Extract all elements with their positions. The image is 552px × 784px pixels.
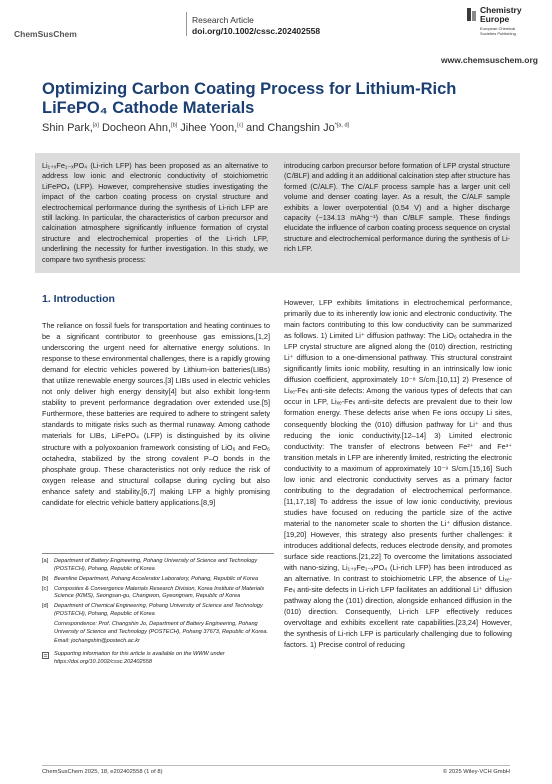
publisher-logo [467, 6, 547, 40]
author-name[interactable]: Docheon Ahn, [101, 122, 172, 134]
article-title [42, 80, 522, 118]
title-line-2: LiFePO₄ Cathode Materials [42, 99, 255, 117]
affiliation-item [42, 558, 274, 573]
abstract-right-column: introducing carbon precursor before formation of LFP crystal structure (C/BLF) and adding it an additional calcination step after structure has formed (C/ALF). The C/ALF process sample has a larger unit cell volume and denser coating layer. As a result, the C/ALF sample exhibits a lower overpotential (0.54 V) and a higher discharge capacity (~134.13 mAhg⁻¹) than C/BLF sample. These findings elucidate the influence of carbon coating process sequence on crystal structure and electrochemical performance during the synthesis of Li-rich LFP. [284, 161, 510, 254]
title-line-1: Optimizing Carbon Coating Process for Lithium-Rich [42, 80, 457, 98]
author-affiliation-mark: *[a, d] [334, 122, 350, 129]
affiliation-text: Department of Battery Engineering, Pohang University of Science and Technology (POSTECH), Pohang, Republic of Korea [54, 558, 258, 572]
affiliation-item [42, 603, 274, 618]
footer-divider [42, 765, 510, 766]
author-name[interactable]: and Changshin Jo [246, 122, 335, 134]
abstract-left-column: Li₁₊ₓFe₁₋ₓPO₄ (Li-rich LFP) has been proposed as an alternative to address low ionic and electronic conductivity of stoichiometric LiFePO₄ (LFP). However, comprehensive studies investigating the impact of the carbon coating process on crystal structure and electrochemical performance during the synthesis of Li-rich LFP are still lacking. In particular, the characteristics of carbon precursor and calcination atmosphere significantly influence formation of crystal structure and electrochemical properties of the Li-rich LFP, underlining the necessity for further investigation. In this study, we compare two synthesis process: [42, 161, 268, 264]
affiliation-text: Beamline Department, Pohang Accelerator Laboratory, Pohang, Republic of Korea [54, 575, 258, 582]
publisher-tagline [480, 27, 516, 36]
publisher-name-line2: Europe [480, 14, 510, 24]
journal-name: ChemSusChem [14, 29, 77, 39]
footer-copyright: © 2025 Wiley-VCH GmbH [442, 769, 510, 775]
affiliation-label: [d] [42, 603, 49, 610]
affiliation-label: [a] [42, 558, 49, 564]
publisher-name [480, 6, 522, 24]
author-list [42, 122, 349, 134]
body-left-column: The reliance on fossil fuels for transportation and heating continues to be a significant contributor to greenhouse gas emissions,[1,2] underscoring the urgent need for alternative energy solutions. In response to these environmental challenges, there is a rapidly growing demand for electric vehicles powered by Lithium-ion batteries(LIBs) that utilize renewable energy sources.[3] LIBs used in electric vehicles not only deliver high energy density[4] but also exhibit long-term stability to prevent performance degradation over extended use.[5] Furthermore, these batteries are required to adhere to stringent safety standards to mitigate risks such as thermal runaway. Among cathode materials for LIBs, LiFePO₄ (LFP) is distinguished by its olivine structure with a polyoxoanion framework consisting of LiO₆ and FeO₆ octahedra, stabilized by the strong covalent P–O bonds in the phosphate group. These characteristics not only reduce the risk of oxygen release and structural collapse during cycling but also enhance safety and stability,[6,7] making LFP a highly promising candidate for electric vehicle battery applications.[8,9] [42, 321, 270, 507]
affiliation-text: Department of Chemical Engineering, Pohang University of Science and Technology (POSTECH), Pohang, Republic of Korea [54, 603, 263, 618]
supporting-info-note [42, 651, 274, 666]
article-type: Research Article [192, 15, 254, 25]
affiliation-item [42, 586, 274, 601]
affiliations-block [42, 558, 274, 666]
abstract-box [35, 153, 520, 273]
affiliation-label: [b] [42, 575, 49, 582]
author-affiliation-mark: [a] [92, 122, 99, 129]
flask-icon [467, 8, 476, 21]
section-heading-introduction: 1. Introduction [42, 293, 115, 305]
publisher-name-line1: Chemistry [480, 5, 522, 15]
header-divider [186, 12, 187, 36]
publisher-tagline-line2: Societies Publishing [480, 30, 516, 36]
author-affiliation-mark: [b] [171, 122, 178, 129]
affiliation-item [42, 576, 274, 584]
footer-citation: ChemSusChem 2025, 18, e202402558 (1 of 8) [42, 769, 163, 775]
doi-link[interactable]: doi.org/10.1002/cssc.202402558 [192, 26, 321, 36]
supporting-info-text[interactable]: Supporting information for this article is available on the WWW under https://doi.org/10.1002/cssc.202402558 [54, 650, 225, 665]
journal-website[interactable]: www.chemsuschem.org [441, 55, 538, 65]
affiliation-divider [42, 553, 274, 554]
body-right-column: However, LFP exhibits limitations in electrochemical performance, primarily due to its inherently low ionic and electronic conductivity. The main factors contributing to this low conductivity can be summarized as follows. 1) Limited Li⁺ diffusion pathway: The LiO₆ octahedra in the LFP crystal structure are aligned along the (010) direction, restricting Li⁺ diffusion to a one-dimensional pathway. This structural constraint significantly limits ionic mobility, resulting in an intrinsically low ionic diffusion coefficient, approximately 10⁻⁸ S/cm.[10,11] 2) Presence of Liₓₑ-Feₗᵢ anti-site defects: Among the various types of defects that can occur in LFP, Liₓₑ-Feₗᵢ anti-site defects are prevalent due to their low formation energy. These defects arise when Fe ions occupy Li sites, consequently blocking the (010) diffusion pathway for Li⁺ and thus reducing the ionic conductivity.[12–14] 3) Limited electronic conductivity: The transfer of electrons between Fe²⁺ and Fe³⁺ transition metals in LFP are inherently limited, restricting the electronic conductivity to a maximum of approximately 10⁻⁹ S/cm.[15,16] Such low ionic and electronic conductivity serves as a primary factor contributing to the degradation of electrochemical performance.[11,17,18] To address the issue of low ionic conductivity, previous studies have focused on reducing the particle size of the active material to the nanometer scale to shorten the Li⁺ diffusion distance.[19,20] However, this strategy also presents further challenges: it introduces additional defects, reduces electrode density, and promotes surface side reactions.[21,22] To overcome the limitations associated with nano-sizing, Li₁₊ₓFe₁₋ₓPO₄ (Li-rich LFP) has been introduced as an alternative. In contrast to stoichiometric LFP, the absence of Liₓₑ-Feₗᵢ anti-site defects in Li-rich LFP facilitates an additional Li⁺ diffusion pathway along the (101) direction, alongside enhanced diffusion in the (010) direction. Consequently, Li-rich LFP effectively reduces overvoltage and exhibits excellent rate capabilities.[23,24] However, the synthesis of Li-rich LFP is particularly challenging due to following factors. 1) Precise control of reducing [284, 298, 512, 650]
author-affiliation-mark: [c] [237, 122, 243, 129]
affiliation-label: [c] [42, 585, 48, 592]
document-icon [42, 652, 49, 659]
publisher-tagline-line1: European Chemical [480, 26, 516, 31]
correspondence-note: Correspondence: Prof. Changshin Jo, Department of Battery Engineering, Pohang University of Science and Technology (POSTECH), Pohang 37673, Republic of Korea. [54, 621, 269, 635]
correspondence-email[interactable]: Email: jochangshin@postech.ac.kr [54, 638, 140, 645]
author-name[interactable]: Shin Park, [42, 122, 93, 134]
author-name[interactable]: Jihee Yoon, [180, 122, 238, 134]
affiliation-text: Composites & Convergence Materials Research Division, Korea Institute of Materials Science (KIMS), Seongsan-gu, Changwon, Gyeongnam, Republic of Korea [54, 585, 265, 600]
